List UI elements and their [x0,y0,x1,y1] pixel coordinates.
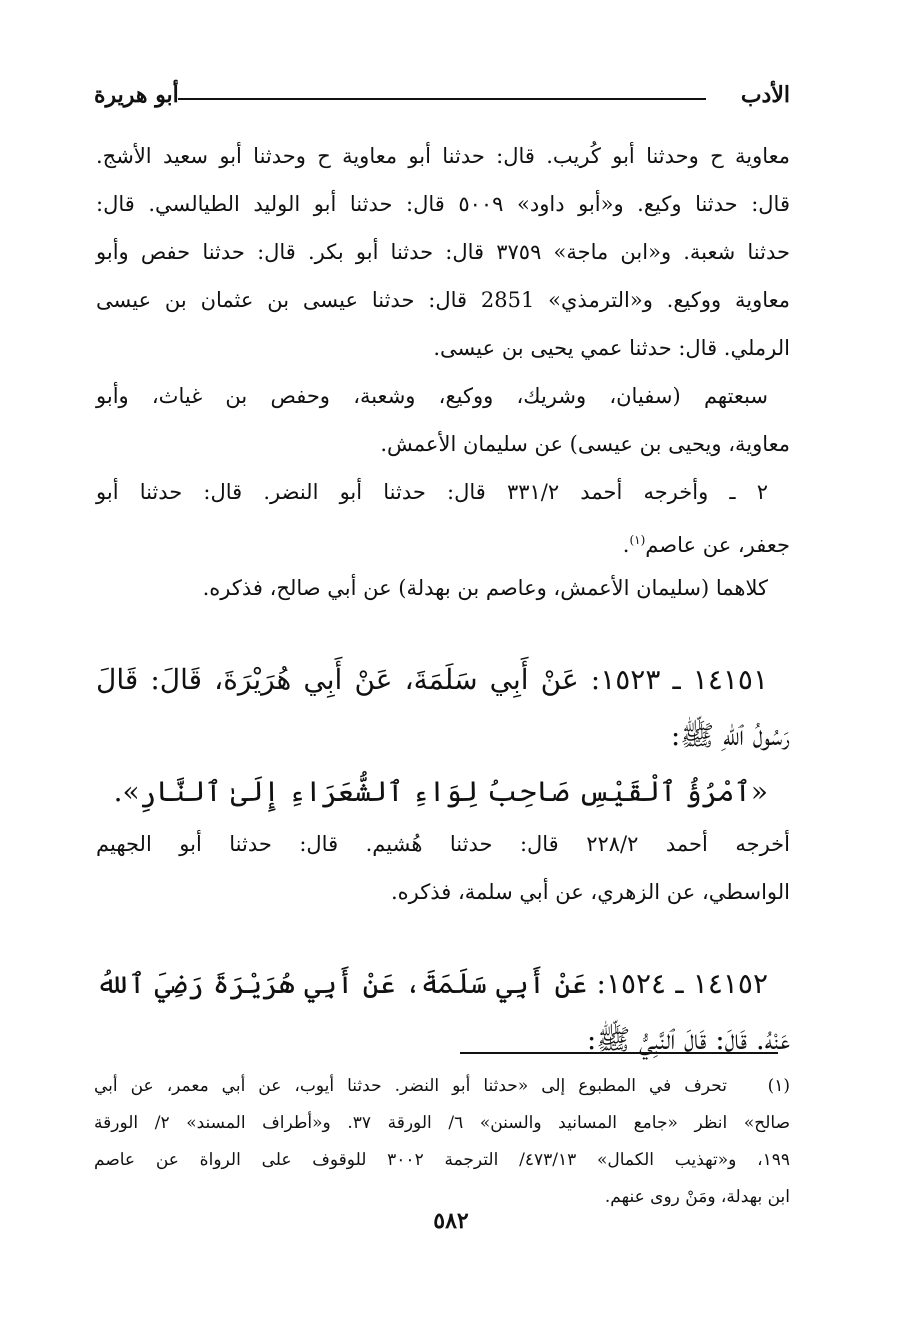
hadith-line: ١٤١٥٢ ـ ١٥٢٤: عَنْ أَبِي سَلَمَةَ، عَنْ أَبِي هُرَيْرَةَ رَضِيَ ٱللهُ [96,967,768,1000]
footnote-line [94,1068,790,1105]
footnotes [94,1068,790,1216]
text-line: الواسطي، عن الزهري، عن أبي سلمة، فذكره. [390,880,790,904]
footnote-line: ابن بهدلة، ومَنْ روى عنهم. [604,1187,790,1207]
text-line: سبعتهم (سفيان، وشريك، ووكيع، وشعبة، وحفص بن غياث، وأبو [96,384,768,408]
hadith-line: ١٤١٥١ ـ ١٥٢٣: عَنْ أَبِي سَلَمَةَ، عَنْ أَبِي هُرَيْرَةَ، قَالَ: قَالَ [96,663,768,696]
text-line: قال: حدثنا وكيع. و«أبو داود» ٥٠٠٩ قال: حدثنا أبو الوليد الطيالسي. قال: [96,192,790,216]
hadith-line: عَنْهُ. قَالَ: قَالَ ٱلنَّبِيُّ ﷺ: [586,1023,790,1056]
hadith-matn: «ٱمْرُؤُ ٱلْقَيْسِ صَاحِبُ لِوَاءِ ٱلشُّعَرَاءِ إِلَىٰ ٱلنَّارِ». [113,775,768,808]
main-text [96,132,790,1068]
text-line: حدثنا شعبة. و«ابن ماجة» ٣٧٥٩ قال: حدثنا أبو بكر. قال: حدثنا حفص وأبو [96,240,790,264]
footnote-text: تحرف في المطبوع إلى «حدثنا أبو النضر. حدثنا أيوب، عن أبي معمر، عن أبي [94,1076,727,1096]
text-line: معاوية، ويحيى بن عيسى) عن سليمان الأعمش. [380,432,790,456]
text-line: كلاهما (سليمان الأعمش، وعاصم بن بهدلة) عن أبي صالح، فذكره. [202,576,768,600]
page-number: ٥٨٢ [433,1208,469,1234]
text-line [96,516,790,564]
header-rule [178,98,706,100]
text-line: ٢ ـ وأخرجه أحمد ٣٣١/٢ قال: حدثنا أبو النضر. قال: حدثنا أبو [96,480,768,504]
footnote-reference: (١) [629,533,646,547]
text-line: أخرجه أحمد ٢٢٨/٢ قال: حدثنا هُشيم. قال: حدثنا أبو الجهيم [96,832,790,856]
text-line: معاوية ح وحدثنا أبو كُريب. قال: حدثنا أبو معاوية ح وحدثنا أبو سعيد الأشج. [96,144,790,168]
chapter-title: الأدب [740,82,790,108]
narrator-title: أبو هريرة [94,82,179,108]
text-segment: . [622,533,630,557]
running-header [94,82,790,116]
text-segment: جعفر، عن عاصم [645,533,790,557]
hadith-line: رَسُولُ ٱللهِ ﷺ: [670,719,790,752]
footnote-line: ١٩٩، و«تهذيب الكمال» ٤٧٣/١٣/ الترجمة ٣٠٠٢ للوقوف على الرواة عن عاصم [94,1150,790,1170]
text-line: معاوية ووكيع. و«الترمذي» 2851 قال: حدثنا عيسى بن عثمان بن عيسى [96,288,790,312]
text-line: الرملي. قال: حدثنا عمي يحيى بن عيسى. [433,336,790,360]
footnote-rule [460,1052,778,1054]
footnote-line: صالح» انظر «جامع المسانيد والسنن» ٦/ الورقة ٣٧. و«أطراف المسند» ٢/ الورقة [94,1113,790,1133]
footnote-number: (١) [767,1076,790,1096]
